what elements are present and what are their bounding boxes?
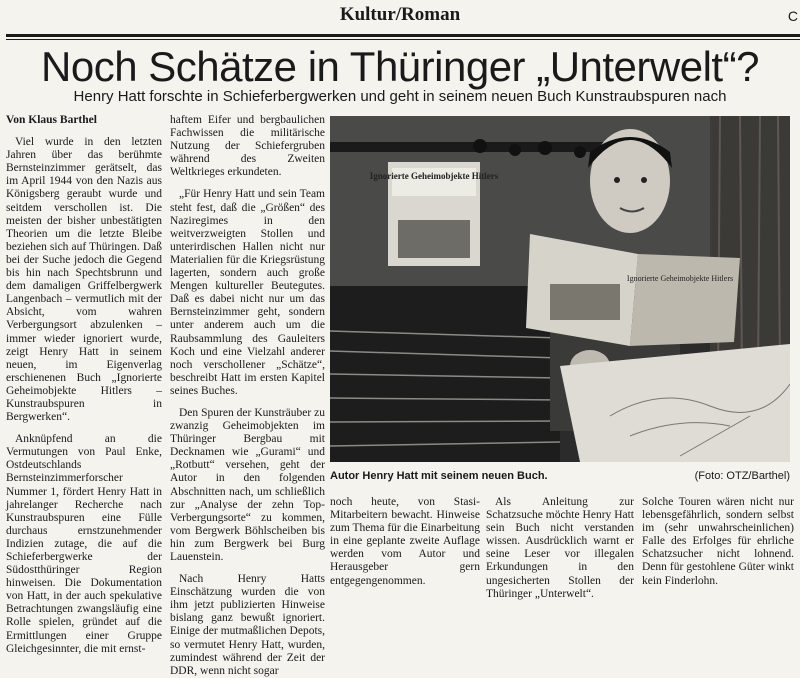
paragraph: Viel wurde in den letzten Jahren über das berühmte Bernsteinzimmer gerätselt, das im April 1944 von den Nazis aus Königsberg geraubt wurde und seitdem verschollen ist. Die meisten der bisher unbestätigten Theorien um die letzte Bleibe beziehen sich auf Thüringen. Daß bei der Suche jedoch die Gegend bis hin nach Spechtsbrunn und dem damaligen Griffelbergwerk Langenbach – vermutlich mit der Absicht, vom wahren Verbergungsort abzulenken – immer wieder ignoriert wurde, zeigt Henry Hatt in seinem neuen, im Eigenverlag erschienenen Buch „Ignorierte Geheimobjekte Hitlers – Kunstraubspuren in Bergwerken“. — [6, 136, 162, 424]
paragraph: Nach Henry Hatts Einschätzung wurden die von ihm jetzt publizierten Hinweise bislang ganz bewußt ignoriert. Einige der mutmaßlichen Depots, so vermutet Henry Hatt, wurden, zumindest während der Zeit der DDR, wenn nicht sogar — [170, 573, 325, 677]
poster-title: Ignorierte Geheimobjekte Hitlers — [369, 171, 499, 181]
header-rule — [6, 34, 800, 37]
subheadline: Henry Hatt forschte in Schieferbergwerken und geht in seinem neuen Buch Kunstraubspuren nach — [73, 88, 727, 105]
book-title: Ignorierte Geheimobjekte Hitlers — [626, 274, 734, 283]
photo-credit: (Foto: OTZ/Barthel) — [694, 470, 790, 482]
photo-illustration — [330, 116, 790, 462]
paragraph: Als Anleitung zur Schatzsuche möchte Henry Hatt sein Buch nicht verstanden wissen. Ausdrücklich warnt er seine Leser vor illegalen Erkundungen in den ungesicherten Stollen der Thüringer „Unterwelt“. — [486, 496, 634, 600]
paragraph: „Für Henry Hatt und sein Team steht fest, daß die „Größen“ des Naziregimes in den weitverzweigten Stollen und unterirdischen Hallen nicht nur Materialien für die Kriegsrüstung lagerten, sondern auch große Mengen kultureller Beutegutes. Daß es dabei nicht nur um das Bernsteinzimmer geht, sondern unter anderem auch um die Raubsammlung des Gauleiters Koch und eine Vielzahl anderer noch verschollener „Schätze“, beschreibt Hatt im ersten Kapitel seines Buches. — [170, 188, 325, 397]
paragraph: Den Spuren der Kunsträuber zu zwanzig Geheimobjekten im Thüringer Bergbau mit Decknamen wie „Gurami“ und „Rotbutt“ versehen, geht der Autor in den folgenden Abschnitten nach, um schließlich zur „Analyse der zehn Top-Verbergungsorte“ zu kommen, vom Bergwerk Böhlscheiben bis hin zum Bergwerk bei Burg Lauenstein. — [170, 406, 325, 563]
author-photo — [330, 116, 790, 462]
article-column-2 — [170, 114, 325, 678]
paragraph: haftem Eifer und bergbaulichen Fachwissen die militärische Nutzung der Schiefergruben während des Zweiten Weltkrieges erkundeten. — [170, 114, 325, 179]
paragraph: noch heute, von Stasi-Mitarbeitern bewacht. Hinweise zum Thema für die Einarbeitung in eine geplante zweite Auflage werden vom Autor und Herausgeber gern entgegengenommen. — [330, 496, 480, 587]
section-label: Kultur/Roman — [339, 4, 461, 25]
article-column-5 — [642, 496, 794, 588]
article-column-3 — [330, 496, 480, 588]
caption-text: Autor Henry Hatt mit seinem neuen Buch. — [330, 470, 548, 482]
paragraph: Anknüpfend an die Vermutungen von Paul Enke, Ostdeutschlands Bernsteinzimmerforscher Nummer 1, fördert Henry Hatt in jahrelanger Recherche nach Kunstraubspuren eine Fülle durchaus ernstzunehmender Indizien zutage, die auf die Schieferbergwerke der Südostthüringer Region hinweisen. Die Dokumentation von Hatt, in der auch spekulative Betrachtungen zwangsläufig eine Rolle spielen, gründet auf die Ermittlungen einer Gruppe Gleichgesinnter, die mit ernst- — [6, 433, 162, 655]
article-column-1 — [6, 114, 162, 656]
edge-character: C — [787, 8, 798, 24]
paragraph: Solche Touren wären nicht nur lebensgefährlich, sondern selbst im (sehr unwahrscheinlichen) Falle des Erfolges für ehrliche Schatzsucher nicht lohnend. Denn für gestohlene Güter winkt kein Finderlohn. — [642, 496, 794, 587]
article-column-4 — [486, 496, 634, 601]
byline: Von Klaus Barthel — [6, 114, 97, 126]
headline: Noch Schätze in Thüringer „Unterwelt“? — [41, 43, 759, 90]
